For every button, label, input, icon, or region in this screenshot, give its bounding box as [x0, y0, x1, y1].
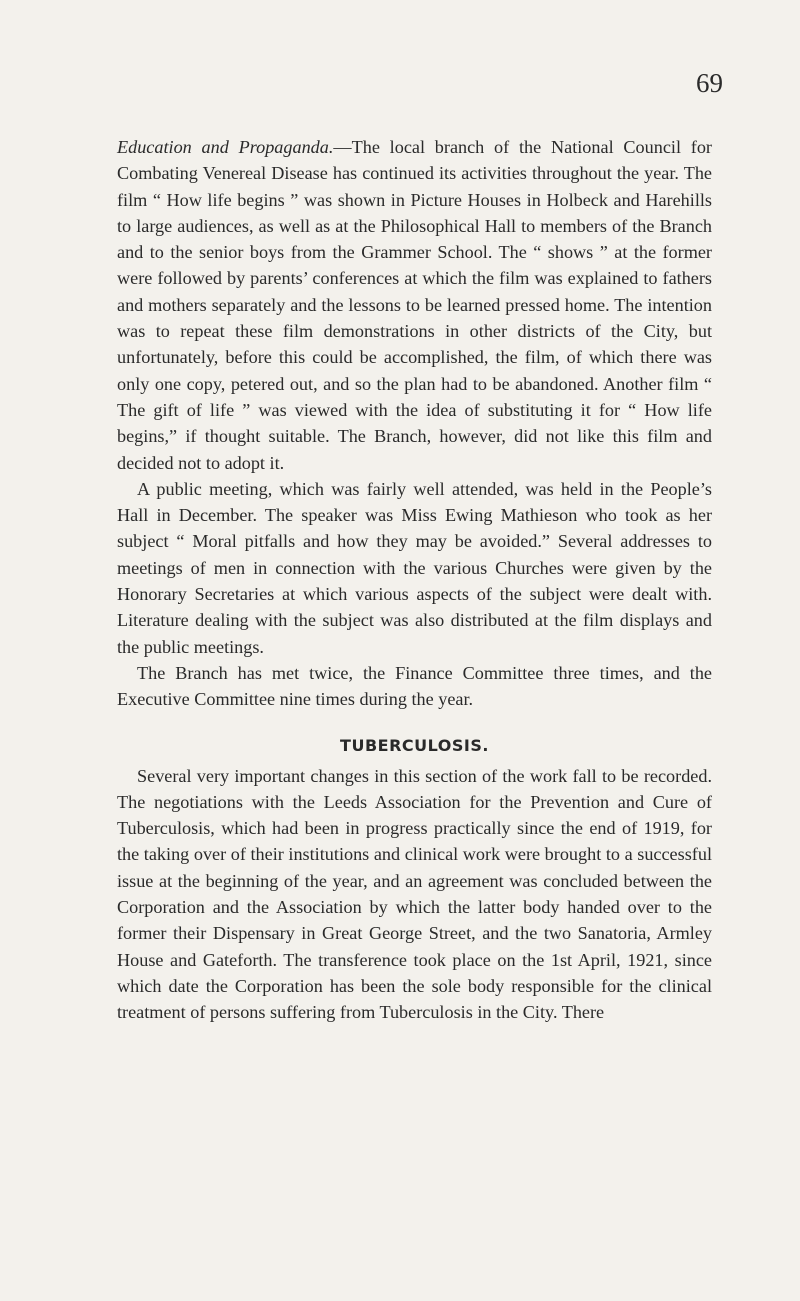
education-paragraph-3: The Branch has met twice, the Finance Committee three times, and the Executive Committee nine times during the year. — [117, 662, 712, 710]
page-number: 69 — [696, 68, 723, 98]
education-paragraph-1-text: —The local branch of the National Council for Combating Venereal Disease has continued its activities throughout the year. The film “ How life begins ” was shown in Picture Houses in Holbeck and Harehills to large audiences, as well as at the Philosophical Hall to members of the Branch and to the senior boys from the Grammer School. The “ shows ” at the former were followed by parents’ conferences at which the film was explained to fathers and mothers separately and the lessons to be learned pressed home. The intention was to repeat these film demonstrations in other districts of the City, but unfortunately, before this could be accomplished, the film, of which there was only one copy, petered out, and so the plan had to be abandoned. Another film “ The gift of life ” was viewed with the idea of substituting it for “ How life begins,” if thought suitable. The Branch, however, did not like this film and decided not to adopt it. — [117, 137, 712, 473]
body-text — [117, 134, 712, 1026]
tuberculosis-paragraph-1: Several very important changes in this section of the work fall to be recorded. The negotiations with the Leeds Association for the Prevention and Cure of Tuberculosis, which had been in progress practically since the end of 1919, for the taking over of their institutions and clinical work were brought to a successful issue at the beginning of the year, and an agreement was concluded between the Corporation and the Association by which the latter body handed over to the former their Dispensary in Great George Street, and the two Sanatoria, Armley House and Gateforth. The transference took place on the 1st April, 1921, since which date the Corporation has been the sole body responsible for the clinical treatment of persons suffering from Tuberculosis in the City. There — [117, 765, 712, 1023]
education-paragraph-2: A public meeting, which was fairly well attended, was held in the People’s Hall in December. The speaker was Miss Ewing Mathieson who took as her subject “ Moral pitfalls and how they may be avoided.” Several addresses to meetings of men in connection with the various Churches were given by the Honorary Secretaries at which various aspects of the subject were dealt with. Literature dealing with the subject was also distributed at the film displays and the public meetings. — [117, 478, 712, 657]
education-paragraph-1 — [117, 134, 712, 476]
education-lead-heading: Education and Propaganda. — [117, 137, 334, 157]
tuberculosis-heading: TUBERCULOSIS. — [340, 735, 489, 755]
